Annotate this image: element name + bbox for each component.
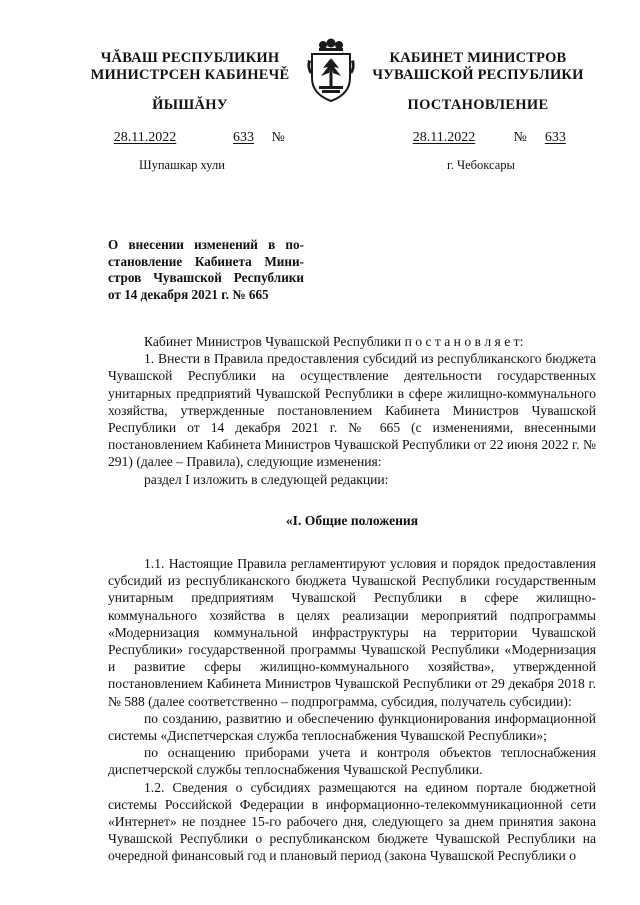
subject-line-2: становление Кабинета Мини- [108,253,304,269]
header-right-org [366,50,590,84]
header-left-number-sign: № [271,130,285,145]
header-right-line2: ЧУВАШСКОЙ РЕСПУБЛИКИ [372,67,584,83]
header-right-title: ПОСТАНОВЛЕНИЕ [407,97,549,113]
header-left-title: ЙЫШĂНУ [152,97,228,113]
paragraph-list-1: по созданию, развитию и обеспечению функционирования информационной системы «Диспетчерская служба теплоснабжения Чувашской Республики»; [108,710,596,744]
header-left-number: 633 [233,130,254,145]
header-left-line2: МИНИСТРСЕН КАБИНЕЧĚ [90,67,290,83]
subject-line-3: стров Чувашской Республики [108,270,304,285]
header-left-line1: ЧĂВАШ РЕСПУБЛИКИН [100,50,280,66]
header-right-number-sign: № [513,130,527,145]
header-left-city: Шупашкар хули [139,158,225,172]
paragraph-1: 1. Внести в Правила предоставления субсидий из республиканского бюджета Чувашской Республики на осуществление деятельности государственных унитарных предприятий Чувашской Республики в сфере жилищно-коммунального хозяйства, утвержденные постановлением Кабинета Министров Чувашской Республики от 14 декабря 2021 г. № 665 (с изменениями, внесенными постановлением Кабинета Министров Чувашской Республики от 22 июня 2022 г. № 291) (далее – Правила), следующие изменения: [108,351,596,470]
section-title: «I. Общие положения [285,512,419,528]
header-right-dateline [378,130,580,146]
header-right-number: 633 [544,130,566,145]
document-subject [108,237,304,303]
document-body [108,333,596,865]
paragraph-preamble: Кабинет Министров Чувашской Республики п о с т а н о в л я е т: [144,334,524,349]
header-left-org [78,50,302,84]
paragraph-1-2: 1.2. Сведения о субсидиях размещаются на едином портале бюджетной системы Российской Федерации в информационно-телекоммуникационной сети «Интернет» не позднее 15-го рабочего дня, следующего за днем принятия закона Чувашской Республики о республиканском бюджете Чувашской Республики на очередной финансовый год и плановый период (закона Чувашской Республики о [108,779,596,864]
subject-line-1: О внесении изменений в по- [108,237,304,252]
subject-line-4: от 14 декабря 2021 г. № 665 [108,286,269,302]
header-right-date: 28.11.2022 [412,130,476,145]
header-right-city: г. Чебоксары [447,158,515,172]
header-left-dateline [78,130,285,146]
chuvash-coat-of-arms-icon [305,38,357,104]
paragraph-1-1: 1.1. Настоящие Правила регламентируют условия и порядок предоставления субсидий из республиканского бюджета Чувашской Республики государственным унитарным предприятиям Чувашской Республики в сфере жилищно-коммунального хозяйства в целях реализации мероприятий подпрограммы «Модернизация коммунальной инфраструктуры на территории Чувашской Республики» государственной программы Чувашской Республики «Модернизация и развитие сферы жилищно-коммунального хозяйства», утвержденной постановлением Кабинета Министров Чувашской Республики от 29 декабря 2018 г. № 588 (далее соответственно – подпрограмма, субсидия, получатель субсидии): [108,556,596,709]
header-left-date: 28.11.2022 [113,130,177,145]
paragraph-list-2: по оснащению приборами учета и контроля объектов теплоснабжения диспетчерской службы теплоснабжения Чувашской Республики. [108,745,596,778]
header-right-line1: КАБИНЕТ МИНИСТРОВ [389,50,567,66]
paragraph-2: раздел I изложить в следующей редакции: [144,471,389,487]
